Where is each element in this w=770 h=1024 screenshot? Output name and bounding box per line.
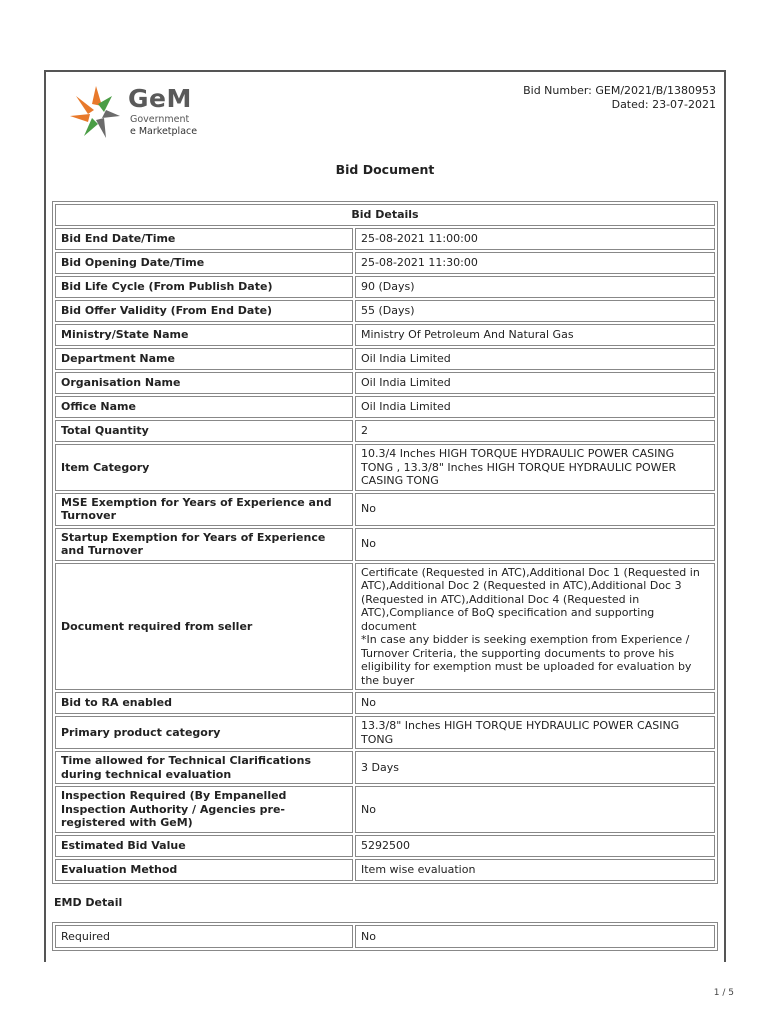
row-value: Item wise evaluation (355, 859, 715, 881)
row-value: 3 Days (355, 751, 715, 784)
table-row (55, 228, 715, 250)
table-row (55, 859, 715, 881)
row-value: 13.3/8" Inches HIGH TORQUE HYDRAULIC POWER CASING TONG (355, 716, 715, 749)
bid-details-table (52, 201, 718, 884)
emd-required-value: No (355, 925, 715, 948)
documents-required-note: *In case any bidder is seeking exemption from Experience / Turnover Criteria, the supporting documents to prove his eligibility for exemption must be uploaded for evaluation by the buyer (361, 633, 692, 687)
bid-details-heading: Bid Details (55, 204, 715, 226)
row-label: Document required from seller (55, 563, 353, 691)
row-value: Oil India Limited (355, 348, 715, 370)
row-value: 2 (355, 420, 715, 442)
gem-logo-mark-icon (66, 82, 126, 144)
row-value: 25-08-2021 11:30:00 (355, 252, 715, 274)
bid-number-block (523, 84, 716, 111)
row-label: Office Name (55, 396, 353, 418)
row-label: Bid to RA enabled (55, 692, 353, 714)
logo-brand-text: GeM (128, 84, 192, 113)
bid-number: Bid Number: GEM/2021/B/1380953 (523, 84, 716, 97)
row-label: Inspection Required (By Empanelled Inspection Authority / Agencies pre-registered with GeM) (55, 786, 353, 833)
table-row (55, 372, 715, 394)
gem-logo (66, 82, 206, 142)
row-label: Estimated Bid Value (55, 835, 353, 857)
table-row (55, 716, 715, 749)
table-row (55, 786, 715, 833)
row-label: Time allowed for Technical Clarifications during technical evaluation (55, 751, 353, 784)
emd-detail-heading: EMD Detail (54, 896, 123, 909)
table-row (55, 252, 715, 274)
page-number: 1 / 5 (713, 988, 734, 998)
row-value: No (355, 528, 715, 561)
row-label: Organisation Name (55, 372, 353, 394)
table-row (55, 276, 715, 298)
row-value: 25-08-2021 11:00:00 (355, 228, 715, 250)
row-label: Total Quantity (55, 420, 353, 442)
table-row (55, 396, 715, 418)
row-value: No (355, 786, 715, 833)
row-label: Primary product category (55, 716, 353, 749)
row-label: Startup Exemption for Years of Experience and Turnover (55, 528, 353, 561)
row-value: Oil India Limited (355, 396, 715, 418)
table-row (55, 528, 715, 561)
row-label: Ministry/State Name (55, 324, 353, 346)
table-row (55, 563, 715, 691)
table-row (55, 420, 715, 442)
row-value (355, 563, 715, 691)
row-value: No (355, 493, 715, 526)
row-label: Bid Opening Date/Time (55, 252, 353, 274)
row-value: 90 (Days) (355, 276, 715, 298)
table-row (55, 300, 715, 322)
row-label: Department Name (55, 348, 353, 370)
table-row (55, 692, 715, 714)
page-title: Bid Document (335, 162, 435, 177)
row-label: MSE Exemption for Years of Experience and Turnover (55, 493, 353, 526)
table-row (55, 751, 715, 784)
bid-date: Dated: 23-07-2021 (611, 97, 716, 111)
row-label: Evaluation Method (55, 859, 353, 881)
table-row (55, 835, 715, 857)
row-label: Bid Offer Validity (From End Date) (55, 300, 353, 322)
table-row (55, 925, 715, 948)
row-value: 5292500 (355, 835, 715, 857)
document-frame (44, 70, 726, 962)
row-value: 55 (Days) (355, 300, 715, 322)
row-value: No (355, 692, 715, 714)
row-label: Bid End Date/Time (55, 228, 353, 250)
table-row (55, 444, 715, 491)
documents-required-list: Certificate (Requested in ATC),Additional Doc 1 (Requested in ATC),Additional Doc 2 (Requested in ATC),Additional Doc 3 (Requested in ATC),Additional Doc 4 (Requested in ATC),Compliance of BoQ specification and supporting document (361, 565, 700, 633)
table-row (55, 324, 715, 346)
emd-required-label: Required (55, 925, 353, 948)
table-row (55, 348, 715, 370)
logo-subtitle-line1: Government (130, 114, 190, 125)
row-value: Ministry Of Petroleum And Natural Gas (355, 324, 715, 346)
row-value: Oil India Limited (355, 372, 715, 394)
row-label: Item Category (55, 444, 353, 491)
row-label: Bid Life Cycle (From Publish Date) (55, 276, 353, 298)
row-value: 10.3/4 Inches HIGH TORQUE HYDRAULIC POWER CASING TONG , 13.3/8" Inches HIGH TORQUE HYDRAULIC POWER CASING TONG (355, 444, 715, 491)
table-row (55, 493, 715, 526)
emd-detail-table (52, 922, 718, 951)
logo-subtitle-line2: e Marketplace (130, 126, 198, 137)
